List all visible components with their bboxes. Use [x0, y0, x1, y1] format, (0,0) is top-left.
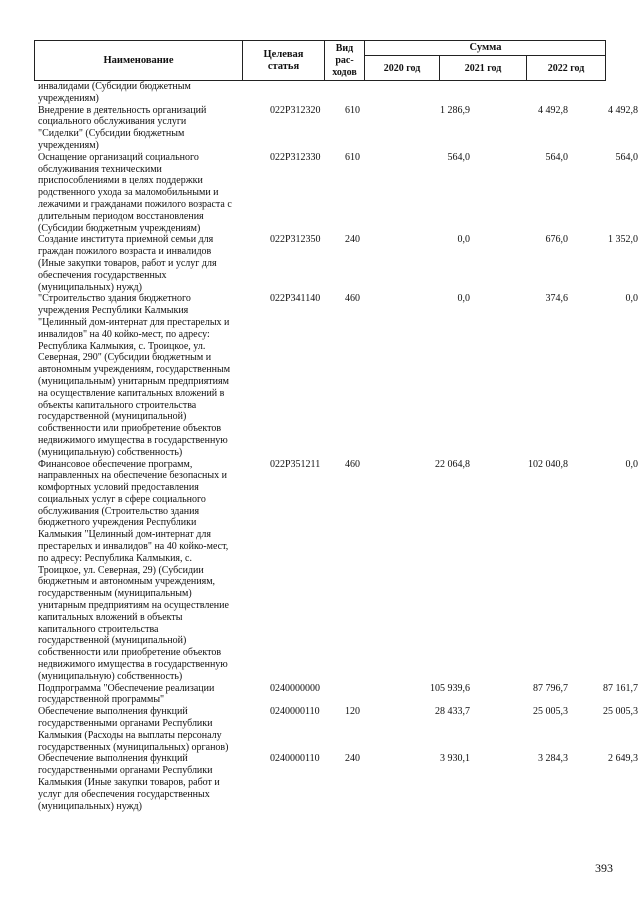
header-sum: Сумма	[365, 41, 606, 56]
row-name-line: государственной (муниципальной)	[38, 635, 187, 647]
row-name-line: (муниципальных) нужд)	[38, 800, 142, 812]
row-name-line: на осуществление капитальных вложений в	[38, 387, 225, 399]
row-name	[38, 706, 260, 753]
row-name-line: социальных услуг в сфере социального	[38, 493, 206, 505]
row-name-line: Калмыкия (Иные закупки товаров, работ и	[38, 777, 220, 789]
row-name-line: Создание института приемной семьи для	[38, 234, 214, 246]
row-name	[38, 105, 260, 152]
table-row	[38, 682, 638, 707]
row-value-2020: 22 064,8	[435, 458, 470, 470]
page-number: 393	[595, 861, 613, 875]
header-year-2020: 2020 год	[365, 56, 440, 81]
table-row	[38, 753, 638, 812]
row-name-line: капитального строительства	[38, 623, 159, 635]
row-value-2022: 87 161,7	[603, 682, 638, 694]
row-name-line: государственными органами Республики	[38, 718, 213, 730]
row-name-line: Республика Калмыкия, с. Троицкое, ул.	[38, 340, 206, 352]
row-name-line: учреждения Республики Калмыкия	[38, 305, 189, 317]
row-value-2020: 0,0	[457, 234, 470, 246]
row-code: 022Р312330	[270, 151, 321, 163]
row-name-line: унитарным предприятиям на осуществление	[38, 600, 229, 612]
row-name-line: собственности или приобретение объектов	[38, 647, 222, 659]
row-name-line: Калмыкия (Расходы на выплаты персоналу	[38, 729, 222, 741]
row-name-line: длительным периодом восстановления	[38, 210, 204, 222]
header-vid-line-1: Вид	[335, 42, 354, 54]
row-value-2021: 102 040,8	[528, 458, 568, 470]
row-name-line: лежачими и гражданами пожилого возраста с	[38, 198, 232, 210]
row-code: 022Р312350	[270, 234, 321, 246]
row-name	[38, 152, 260, 235]
row-value-2021: 676,0	[545, 234, 568, 246]
header-vid-line-3: ходов	[332, 66, 357, 78]
row-name	[38, 753, 260, 812]
table-row	[38, 293, 638, 458]
row-name-line: капитальных вложений в объекты	[38, 611, 183, 623]
row-value-2021: 4 492,8	[538, 104, 568, 116]
row-name-line: государственными органами Республики	[38, 765, 213, 777]
row-name-line: обслуживания (Строительство здания	[38, 505, 200, 517]
row-name	[38, 459, 260, 683]
row-value-2022: 2 649,3	[608, 753, 638, 765]
row-name-line: (Субсидии бюджетным учреждениям)	[38, 222, 201, 234]
row-name-line: Калмыкия "Целинный дом-интернат для	[38, 529, 211, 541]
header-vid-line-2: рас-	[335, 54, 354, 66]
row-name	[38, 683, 260, 707]
row-name-line: приспособлениями в целях поддержки	[38, 175, 203, 187]
header-year-2021: 2021 год	[440, 56, 527, 81]
row-vid: 460	[345, 293, 360, 305]
row-name-line: Обеспечение выполнения функций	[38, 706, 188, 718]
row-name-line: по адресу: Республика Калмыкия, с.	[38, 552, 192, 564]
row-value-2020: 1 286,9	[440, 104, 470, 116]
row-name-line: граждан пожилого возраста и инвалидов	[38, 246, 212, 258]
row-name-line: инвалидов" на 40 койко-мест, по адресу:	[38, 328, 210, 340]
row-name-line: Подпрограмма "Обеспечение реализации	[38, 682, 215, 694]
row-value-2021: 3 284,3	[538, 753, 568, 765]
row-name-line: Троицкое, ул. Северная, 29) (Субсидии	[38, 564, 204, 576]
row-name-line: "Строительство здания бюджетного	[38, 293, 191, 305]
table-row	[38, 234, 638, 293]
row-code: 0240000110	[270, 753, 320, 765]
row-vid: 610	[345, 151, 360, 163]
table-row	[38, 81, 610, 105]
row-name-line: бюджетного учреждения Республики	[38, 517, 197, 529]
row-value-2021: 87 796,7	[533, 682, 568, 694]
header-name: Наименование	[35, 41, 243, 80]
row-name-line: Финансовое обеспечение программ,	[38, 458, 193, 470]
row-name-line: бюджетным и автономным учреждениям,	[38, 576, 216, 588]
row-name-line: социального обслуживания услуги	[38, 116, 187, 128]
row-vid: 610	[345, 104, 360, 116]
row-name-line: государственной программы"	[38, 694, 165, 706]
row-value-2020: 105 939,6	[430, 682, 470, 694]
row-name	[38, 293, 260, 458]
row-name-line: учреждениям)	[38, 92, 99, 104]
table-row	[38, 104, 638, 152]
row-vid: 240	[345, 234, 360, 246]
row-code: 022Р341140	[270, 293, 321, 305]
table-row	[38, 458, 638, 683]
row-name-line: государственной (муниципальной)	[38, 411, 187, 423]
row-name-line: (муниципальных) нужд)	[38, 281, 142, 293]
row-name	[38, 234, 260, 293]
row-value-2022: 4 492,8	[608, 104, 638, 116]
table-row	[38, 151, 638, 235]
row-value-2022: 1 352,0	[608, 234, 638, 246]
row-vid: 240	[345, 753, 360, 765]
row-name-line: учреждениям)	[38, 139, 99, 151]
row-name-line: услуг для обеспечения государственных	[38, 788, 210, 800]
row-name-line: "Целинный дом-интернат для престарелых и	[38, 316, 230, 328]
row-value-2021: 25 005,3	[533, 706, 568, 718]
row-name-line: недвижимого имущества в государственную	[38, 434, 228, 446]
row-value-2021: 564,0	[545, 151, 568, 163]
row-code: 0240000000	[270, 682, 320, 694]
row-name-line: государственных (муниципальных) органов)	[38, 741, 229, 753]
row-name-line: комфортных условий предоставления	[38, 482, 199, 494]
row-name-line: обеспечения государственных	[38, 269, 167, 281]
header-year-2022: 2022 год	[547, 63, 585, 74]
row-code: 0240000110	[270, 706, 320, 718]
row-name-line: обслуживания техническими	[38, 163, 162, 175]
row-value-2022: 0,0	[625, 458, 638, 470]
table-row	[38, 706, 638, 753]
table-header	[34, 40, 606, 81]
row-code: 022Р351211	[270, 458, 321, 470]
row-value-2022: 564,0	[615, 151, 638, 163]
row-vid: 460	[345, 458, 360, 470]
row-name-line: родственного ухода за маломобильными и	[38, 187, 219, 199]
row-name-line: престарелых и инвалидов" на 40 койко-мест,	[38, 541, 229, 553]
row-value-2022: 25 005,3	[603, 706, 638, 718]
row-vid: 120	[345, 706, 360, 718]
row-name-line: (муниципальную) собственность)	[38, 670, 183, 682]
row-value-2021: 374,6	[545, 293, 568, 305]
row-name	[38, 81, 260, 105]
row-name-line: Обеспечение выполнения функций	[38, 753, 188, 765]
row-name-line: автономным учреждениям, государственным	[38, 364, 231, 376]
row-name-line: "Сиделки" (Субсидии бюджетным	[38, 128, 185, 140]
row-value-2020: 3 930,1	[440, 753, 470, 765]
row-name-line: Северная, 290" (Субсидии бюджетным и	[38, 352, 212, 364]
row-name-line: направленных на обеспечение безопасных и	[38, 470, 227, 482]
row-value-2022: 0,0	[625, 293, 638, 305]
row-name-line: собственности или приобретение объектов	[38, 423, 222, 435]
row-name-line: (муниципальную) собственность)	[38, 446, 183, 458]
row-name-line: (муниципальным) унитарным предприятиям	[38, 375, 229, 387]
header-code: Целевая статья	[243, 41, 325, 80]
row-value-2020: 0,0	[457, 293, 470, 305]
row-name-line: объекты капитального строительства	[38, 399, 197, 411]
table-body	[38, 81, 638, 812]
row-value-2020: 564,0	[447, 151, 470, 163]
row-name-line: государственным (муниципальным)	[38, 588, 192, 600]
row-name-line: инвалидами (Субсидии бюджетным	[38, 81, 191, 92]
row-name-line: недвижимого имущества в государственную	[38, 659, 228, 671]
row-code: 022Р312320	[270, 104, 321, 116]
row-value-2020: 28 433,7	[435, 706, 470, 718]
row-name-line: Оснащение организаций социального	[38, 151, 199, 163]
row-name-line: (Иные закупки товаров, работ и услуг для	[38, 257, 217, 269]
row-name-line: Внедрение в деятельность организаций	[38, 104, 207, 116]
header-vid	[325, 41, 365, 80]
